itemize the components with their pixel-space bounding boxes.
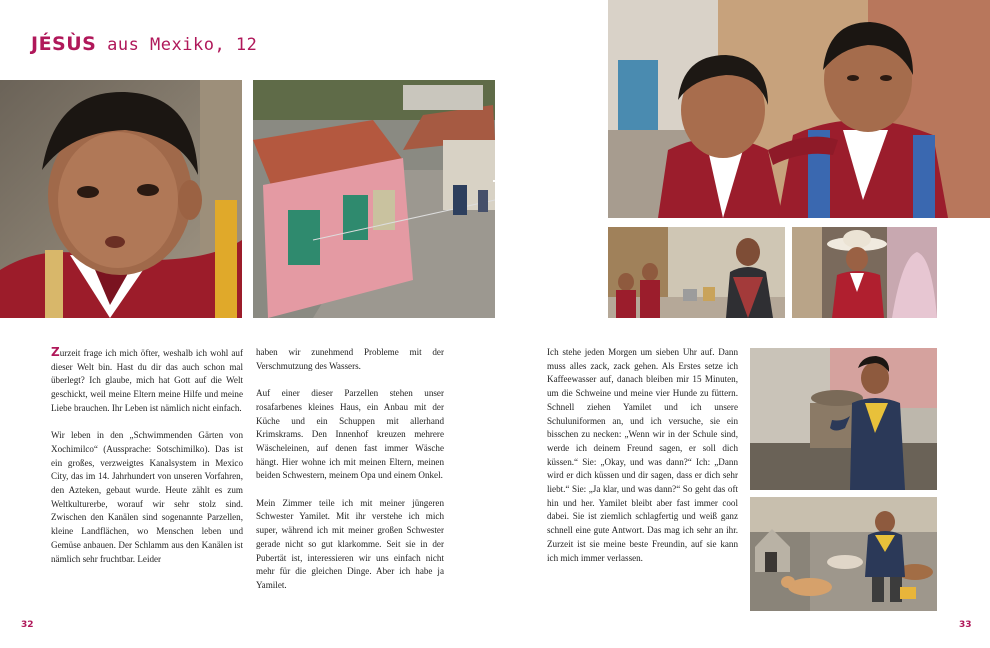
paragraph-intro [51, 346, 243, 416]
photo-boy-feeding-dogs [750, 497, 937, 611]
drop-cap: Z [51, 345, 60, 359]
photo-boy-portrait [0, 80, 242, 318]
title-name: JÉSÙS [31, 33, 97, 55]
paragraph-room: Mein Zimmer teile ich mit meiner jüngeren Schwester Yamilet. Mit ihr verstehe ich mich super, während ich mit meiner großen Schwester gerade nicht so gut klarkomme. Seit sie in der Pubertät ist, interessieren wir uns einfach nicht mehr für die gleichen Dinge. Aber ich habe ja Yamilet. [256, 497, 444, 590]
photo-boy-and-sister [608, 0, 990, 218]
paragraph-water: haben wir zunehmend Probleme mit der Verschmutzung des Wassers. [256, 347, 444, 371]
text-column-2 [256, 346, 444, 606]
text-column-3 [547, 346, 738, 579]
page-number-left: 32 [21, 620, 34, 630]
photo-boy-with-hat [792, 227, 937, 318]
title-subtitle: aus Mexiko, 12 [96, 35, 258, 55]
right-page [495, 0, 990, 648]
photo-boy-at-stove [750, 348, 937, 490]
photo-pink-house [253, 80, 495, 318]
text-column-1 [51, 346, 243, 580]
paragraph-house: Auf einer dieser Parzellen stehen unser rosafarbenes kleines Haus, ein Anbau mit der Küche und ein Schuppen mit allerhand Krimskrams. Den Innenhof kreuzen mehrere Wäscheleinen, auf denen fast immer Wäsche hängt. Hier wohne ich mit meinen Eltern, meinen beiden Schwestern, meinem Opa und einem Onkel. [256, 388, 444, 481]
paragraph-intro-text: urzeit frage ich mich öfter, weshalb ich wohl auf dieser Welt bin. Hast du dir das auch schon mal überlegt? Ich glaube, mich hat Gott auf die Welt geschickt, weil meine Eltern meine Hilfe und meine Liebe brauchen. Ihr Leben ist nämlich nicht einfach. [51, 348, 243, 413]
page-number-right: 33 [959, 620, 972, 630]
page-title [31, 33, 257, 55]
paragraph-xochimilco: Wir leben in den „Schwimmenden Gärten von Xochimilco“ (Aussprache: Sotschimilko). Das ist ein großes, verzweigtes Kanalsystem in Mexico City, das im 14. Jahrhundert von unseren Vorfahren, den Azteken, gebaut wurde. Heute zählt es zum Weltkulturerbe, worauf wir sehr stolz sind. Zwischen den Kanälen sind sogenannte Parzellen, kleine Landflächen, wo Menschen leben und Gemüse anbauen. Der Schlamm aus den Kanälen ist nämlich sehr fruchtbar. Leider [51, 430, 243, 564]
paragraph-morning: Ich stehe jeden Morgen um sieben Uhr auf. Dann muss alles zack, zack gehen. Als Erstes setze ich Kaffeewasser auf, danach bleiben mir 15 Minuten, um die Schweine und meine vier Hunde zu füttern. Schnell ziehen Yamilet und ich unsere Schuluniformen an, und ich versuche, sie ein bisschen zu necken: „Wenn wir in der Schule sind, werde ich deinem Freund sagen, er soll dich küssen.“ Sie: „Okay, und was dann?“ Ich: „Dann wird er dich küssen und dir sagen, dass er dich sehr liebt.“ Sie: „Ja klar, und was dann?“ So geht das oft hin und her. Yamilet bleibt aber fast immer cool dabei. Sie ist ziemlich schlagfertig und weiß ganz schnell eine gute Antwort. Das mag ich sehr an ihr. Zurzeit ist sie meine beste Freundin, auf sie kann ich mich immer verlassen. [547, 347, 738, 563]
photo-kitchen-family [608, 227, 785, 318]
